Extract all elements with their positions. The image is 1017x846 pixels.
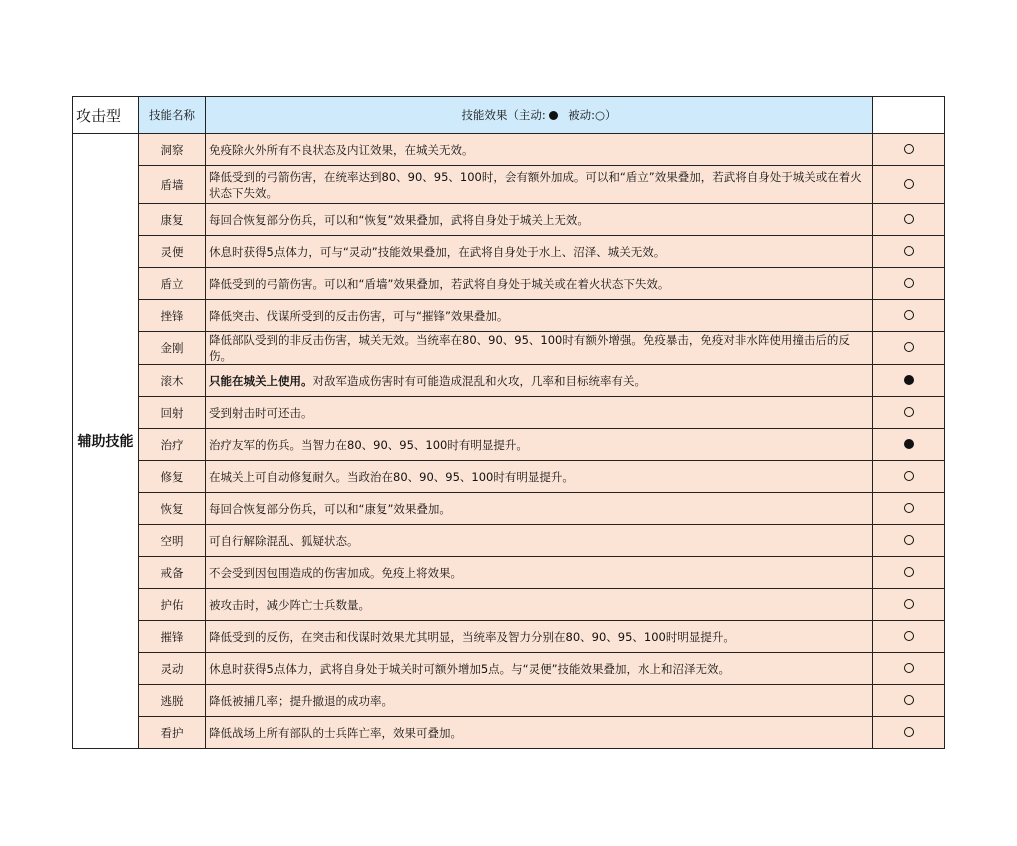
- skill-type-cell: [873, 461, 945, 493]
- skill-effect: [206, 621, 873, 653]
- skill-effect: [206, 685, 873, 717]
- hollow-circle-icon: [904, 310, 914, 320]
- effect-header-prefix: 技能效果（主动:: [461, 108, 546, 122]
- table-row: [73, 397, 945, 429]
- skill-effect-text: 降低被捕几率；提升撤退的成功率。: [209, 693, 393, 708]
- table-row: [73, 166, 945, 204]
- skill-effect-text: 被攻击时，减少阵亡士兵数量。: [209, 597, 370, 612]
- skill-effect: [206, 493, 873, 525]
- skill-type-cell: [873, 166, 945, 204]
- skill-type-cell: [873, 717, 945, 749]
- table-row: [73, 236, 945, 268]
- hollow-circle-icon: [904, 407, 914, 417]
- skill-type-cell: [873, 300, 945, 332]
- skill-name: 治疗: [139, 429, 206, 461]
- skill-type-cell: [873, 268, 945, 300]
- skill-type-cell: [873, 653, 945, 685]
- table-row: [73, 461, 945, 493]
- table-row: [73, 717, 945, 749]
- skill-type-cell: [873, 621, 945, 653]
- skill-effect: [206, 332, 873, 365]
- skill-effect-text: 每回合恢复部分伤兵，可以和“康复”效果叠加。: [209, 501, 451, 516]
- hollow-circle-icon: [904, 342, 914, 352]
- hollow-circle-icon: [904, 144, 914, 154]
- skill-effect-text: 降低受到的弓箭伤害。可以和“盾墙”效果叠加，若武将自身处于城关或在着火状态下失效。: [209, 276, 670, 291]
- skill-name: 回射: [139, 397, 206, 429]
- effect-header-suffix: ○）: [595, 108, 617, 122]
- hollow-circle-icon: [904, 663, 914, 673]
- skill-effect-text: 免疫除火外所有不良状态及内讧效果，在城关无效。: [209, 142, 474, 157]
- skill-effect: [206, 589, 873, 621]
- table-row: [73, 525, 945, 557]
- table-row: [73, 365, 945, 397]
- skill-effect: [206, 525, 873, 557]
- name-column-header: 技能名称: [139, 97, 206, 134]
- skill-effect: [206, 429, 873, 461]
- skill-name: 戒备: [139, 557, 206, 589]
- table-row: [73, 300, 945, 332]
- skill-effect: [206, 653, 873, 685]
- skill-name: 盾立: [139, 268, 206, 300]
- table-row: [73, 134, 945, 166]
- table-row: [73, 268, 945, 300]
- skill-effect: [206, 166, 873, 204]
- skill-effect-text: 休息时获得5点体力，武将自身处于城关时可额外增加5点。与“灵便”技能效果叠加，水上和沼泽无效。: [209, 661, 731, 676]
- skill-effect-text: 不会受到因包围造成的伤害加成。免疫上将效果。: [209, 565, 462, 580]
- skill-name: 恢复: [139, 493, 206, 525]
- skills-table: [72, 96, 945, 749]
- skill-name: 挫锋: [139, 300, 206, 332]
- hollow-circle-icon: [904, 727, 914, 737]
- filled-circle-icon: [904, 439, 914, 449]
- skill-name: 修复: [139, 461, 206, 493]
- skill-effect-text: 每回合恢复部分伤兵，可以和“恢复”效果叠加，武将自身处于城关上无效。: [209, 212, 589, 227]
- skill-name: 看护: [139, 717, 206, 749]
- skill-effect: [206, 461, 873, 493]
- skill-effect-text: 对敌军造成伤害时有可能造成混乱和火攻，几率和目标统率有关。: [312, 373, 646, 388]
- skill-effect: [206, 268, 873, 300]
- effect-column-header: [206, 97, 873, 134]
- skill-effect: [206, 134, 873, 166]
- table-row: [73, 621, 945, 653]
- skill-name: 逃脱: [139, 685, 206, 717]
- skill-effect-text: 治疗友军的伤兵。当智力在80、90、95、100时有明显提升。: [209, 437, 528, 452]
- skill-name: 康复: [139, 204, 206, 236]
- skill-effect: [206, 397, 873, 429]
- hollow-circle-icon: [904, 278, 914, 288]
- filled-circle-icon: [549, 111, 558, 120]
- skill-type-cell: [873, 557, 945, 589]
- skill-name: 护佑: [139, 589, 206, 621]
- hollow-circle-icon: [904, 179, 914, 189]
- skill-name: 灵便: [139, 236, 206, 268]
- skill-type-cell: [873, 685, 945, 717]
- skill-effect: [206, 236, 873, 268]
- skill-type-cell: [873, 204, 945, 236]
- skill-name: 洞察: [139, 134, 206, 166]
- table-row: [73, 332, 945, 365]
- skill-type-cell: [873, 589, 945, 621]
- skill-effect-text: 休息时获得5点体力，可与“灵动”技能效果叠加，在武将自身处于水上、沼泽、城关无效。: [209, 244, 666, 259]
- hollow-circle-icon: [904, 471, 914, 481]
- table-row: [73, 429, 945, 461]
- skill-type-cell: [873, 397, 945, 429]
- skill-name: 空明: [139, 525, 206, 557]
- skill-effect-text: 可自行解除混乱、狐疑状态。: [209, 533, 359, 548]
- skill-name: 金刚: [139, 332, 206, 365]
- table-row: [73, 685, 945, 717]
- hollow-circle-icon: [904, 631, 914, 641]
- skill-effect-text: 降低战场上所有部队的士兵阵亡率，效果可叠加。: [209, 725, 462, 740]
- skill-type-cell: [873, 236, 945, 268]
- skill-name: 滚木: [139, 365, 206, 397]
- category-label: 辅助技能: [73, 134, 139, 749]
- skill-effect: [206, 365, 873, 397]
- type-column-header: [873, 97, 945, 134]
- skill-type-cell: [873, 332, 945, 365]
- table-row: [73, 493, 945, 525]
- skill-type-cell: [873, 525, 945, 557]
- hollow-circle-icon: [904, 246, 914, 256]
- skill-effect-text: 受到射击时可还击。: [209, 405, 313, 420]
- table-row: [73, 653, 945, 685]
- skill-name: 灵动: [139, 653, 206, 685]
- hollow-circle-icon: [904, 503, 914, 513]
- skill-effect-text: 降低突击、伐谋所受到的反击伤害，可与“摧锋”效果叠加。: [209, 308, 509, 323]
- skill-type-cell: [873, 493, 945, 525]
- table-row: [73, 557, 945, 589]
- skill-type-cell: [873, 365, 945, 397]
- type-label: 攻击型: [73, 97, 139, 134]
- skill-effect: [206, 300, 873, 332]
- skill-name: 摧锋: [139, 621, 206, 653]
- skill-type-cell: [873, 429, 945, 461]
- hollow-circle-icon: [904, 695, 914, 705]
- effect-header-mid: 被动:: [568, 108, 595, 122]
- skill-effect: [206, 557, 873, 589]
- hollow-circle-icon: [904, 599, 914, 609]
- table-row: [73, 589, 945, 621]
- hollow-circle-icon: [904, 567, 914, 577]
- skill-name: 盾墙: [139, 166, 206, 204]
- hollow-circle-icon: [904, 535, 914, 545]
- table-row: [73, 204, 945, 236]
- skill-effect-bold: 只能在城关上使用。: [209, 373, 313, 388]
- skill-effect-text: 降低受到的反伤，在突击和伐谋时效果尤其明显，当统率及智力分别在80、90、95、100时明显提升。: [209, 629, 735, 644]
- skill-type-cell: [873, 134, 945, 166]
- header-row: [73, 97, 945, 134]
- skill-effect-text: 在城关上可自动修复耐久。当政治在80、90、95、100时有明显提升。: [209, 469, 574, 484]
- hollow-circle-icon: [904, 214, 914, 224]
- skill-effect: [206, 204, 873, 236]
- skill-effect: [206, 717, 873, 749]
- skill-effect-text: 降低部队受到的非反击伤害，城关无效。当统率在80、90、95、100时有额外增强。免疫暴击，免疫对非水阵使用撞击后的反伤。: [209, 333, 850, 363]
- filled-circle-icon: [904, 375, 914, 385]
- skill-effect-text: 降低受到的弓箭伤害，在统率达到80、90、95、100时，会有额外加成。可以和“盾立”效果叠加，若武将自身处于城关或在着火状态下失效。: [209, 169, 862, 200]
